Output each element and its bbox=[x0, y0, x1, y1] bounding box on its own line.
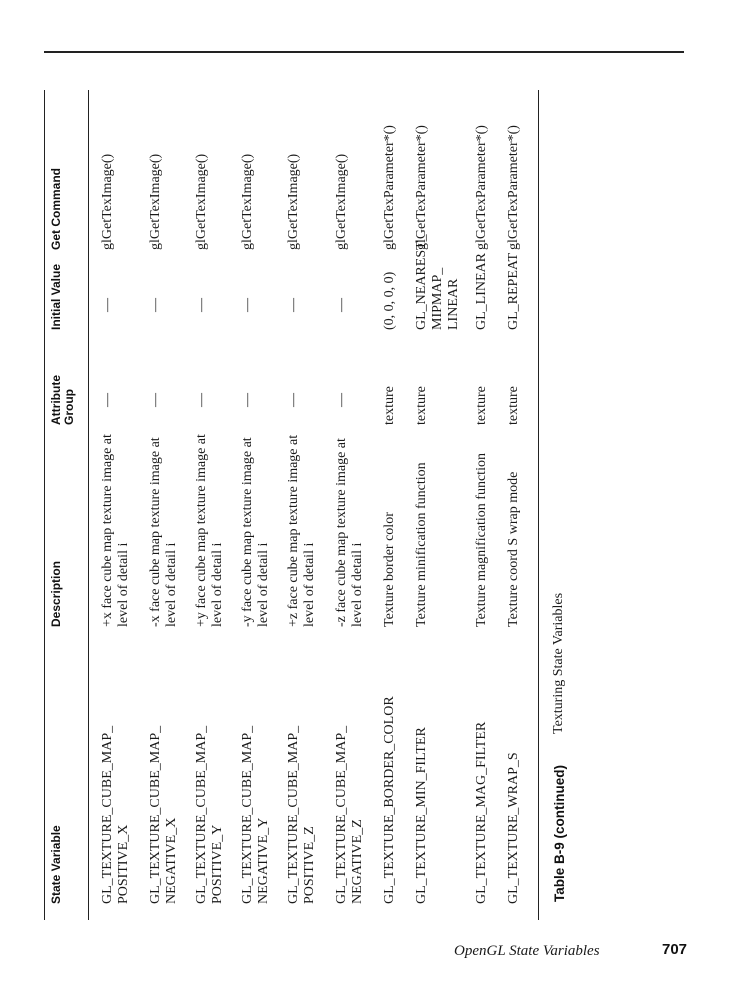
cell-state-variable: GL_TEXTURE_BORDER_COLOR bbox=[382, 696, 397, 904]
header-initial-value: Initial Value bbox=[49, 263, 63, 330]
cell-attribute-group: — bbox=[334, 393, 349, 407]
cell-initial-value: — bbox=[240, 298, 255, 312]
cell-get-command: glGetTexImage() bbox=[286, 153, 301, 250]
cell-initial-value: GL_LINEAR bbox=[474, 253, 489, 330]
cell-state-variable: GL_TEXTURE_WRAP_S bbox=[506, 752, 521, 904]
top-rule bbox=[44, 51, 684, 53]
cell-initial-value: GL_NEAREST_ MIPMAP_ LINEAR bbox=[414, 234, 461, 330]
cell-attribute-group: texture bbox=[382, 386, 397, 425]
cell-initial-value: — bbox=[100, 298, 115, 312]
cell-get-command: glGetTexImage() bbox=[100, 153, 115, 250]
cell-state-variable: GL_TEXTURE_MIN_FILTER bbox=[414, 727, 429, 904]
cell-attribute-group: — bbox=[194, 393, 209, 407]
cell-state-variable: GL_TEXTURE_MAG_FILTER bbox=[474, 721, 489, 904]
cell-get-command: glGetTexParameter*() bbox=[382, 125, 397, 250]
table-top-rule bbox=[44, 90, 45, 920]
cell-get-command: glGetTexParameter*() bbox=[474, 125, 489, 250]
cell-description: Texture magnification function bbox=[474, 453, 489, 627]
cell-state-variable: GL_TEXTURE_CUBE_MAP_ NEGATIVE_Y bbox=[240, 725, 271, 904]
cell-initial-value: (0, 0, 0, 0) bbox=[382, 271, 397, 330]
cell-description: Texture minification function bbox=[414, 462, 429, 627]
cell-state-variable: GL_TEXTURE_CUBE_MAP_ NEGATIVE_X bbox=[148, 725, 179, 904]
header-bottom-rule bbox=[88, 90, 89, 920]
table-caption-text: Texturing State Variables bbox=[551, 592, 566, 734]
cell-attribute-group: — bbox=[286, 393, 301, 407]
cell-description: +y face cube map texture image at level of detail i bbox=[194, 434, 225, 627]
cell-description: -x face cube map texture image at level of detail i bbox=[148, 437, 179, 627]
page-number: 707 bbox=[662, 941, 688, 958]
cell-get-command: glGetTexImage() bbox=[194, 153, 209, 250]
cell-state-variable: GL_TEXTURE_CUBE_MAP_ POSITIVE_Z bbox=[286, 725, 317, 904]
cell-description: -y face cube map texture image at level of detail i bbox=[240, 437, 271, 627]
cell-initial-value: — bbox=[334, 298, 349, 312]
cell-get-command: glGetTexImage() bbox=[334, 153, 349, 250]
cell-attribute-group: — bbox=[100, 393, 115, 407]
header-description: Description bbox=[49, 560, 63, 627]
cell-description: +z face cube map texture image at level of detail i bbox=[286, 434, 317, 627]
cell-attribute-group: texture bbox=[474, 386, 489, 425]
header-state-variable: State Variable bbox=[49, 825, 63, 904]
cell-initial-value: — bbox=[286, 298, 301, 312]
table-caption-label: Table B-9 (continued) bbox=[552, 765, 567, 902]
cell-description: +x face cube map texture image at level of detail i bbox=[100, 434, 131, 627]
header-attribute-group: Attribute Group bbox=[49, 375, 76, 425]
rotated-table-block bbox=[44, 90, 567, 920]
cell-attribute-group: texture bbox=[506, 386, 521, 425]
cell-attribute-group: — bbox=[148, 393, 163, 407]
cell-attribute-group: — bbox=[240, 393, 255, 407]
cell-description: Texture coord S wrap mode bbox=[506, 471, 521, 627]
cell-initial-value: — bbox=[194, 298, 209, 312]
cell-state-variable: GL_TEXTURE_CUBE_MAP_ NEGATIVE_Z bbox=[334, 725, 365, 904]
header-get-command: Get Command bbox=[49, 167, 63, 250]
cell-state-variable: GL_TEXTURE_CUBE_MAP_ POSITIVE_X bbox=[100, 725, 131, 904]
cell-state-variable: GL_TEXTURE_CUBE_MAP_ POSITIVE_Y bbox=[194, 725, 225, 904]
cell-initial-value: GL_REPEAT bbox=[506, 253, 521, 330]
table-bottom-rule bbox=[538, 90, 539, 920]
cell-initial-value: — bbox=[148, 298, 163, 312]
cell-get-command: glGetTexParameter*() bbox=[414, 125, 429, 250]
cell-description: -z face cube map texture image at level of detail i bbox=[334, 438, 365, 627]
cell-get-command: glGetTexParameter*() bbox=[506, 125, 521, 250]
cell-attribute-group: texture bbox=[414, 386, 429, 425]
cell-get-command: glGetTexImage() bbox=[148, 153, 163, 250]
running-title: OpenGL State Variables bbox=[454, 943, 600, 959]
cell-description: Texture border color bbox=[382, 512, 397, 627]
cell-get-command: glGetTexImage() bbox=[240, 153, 255, 250]
